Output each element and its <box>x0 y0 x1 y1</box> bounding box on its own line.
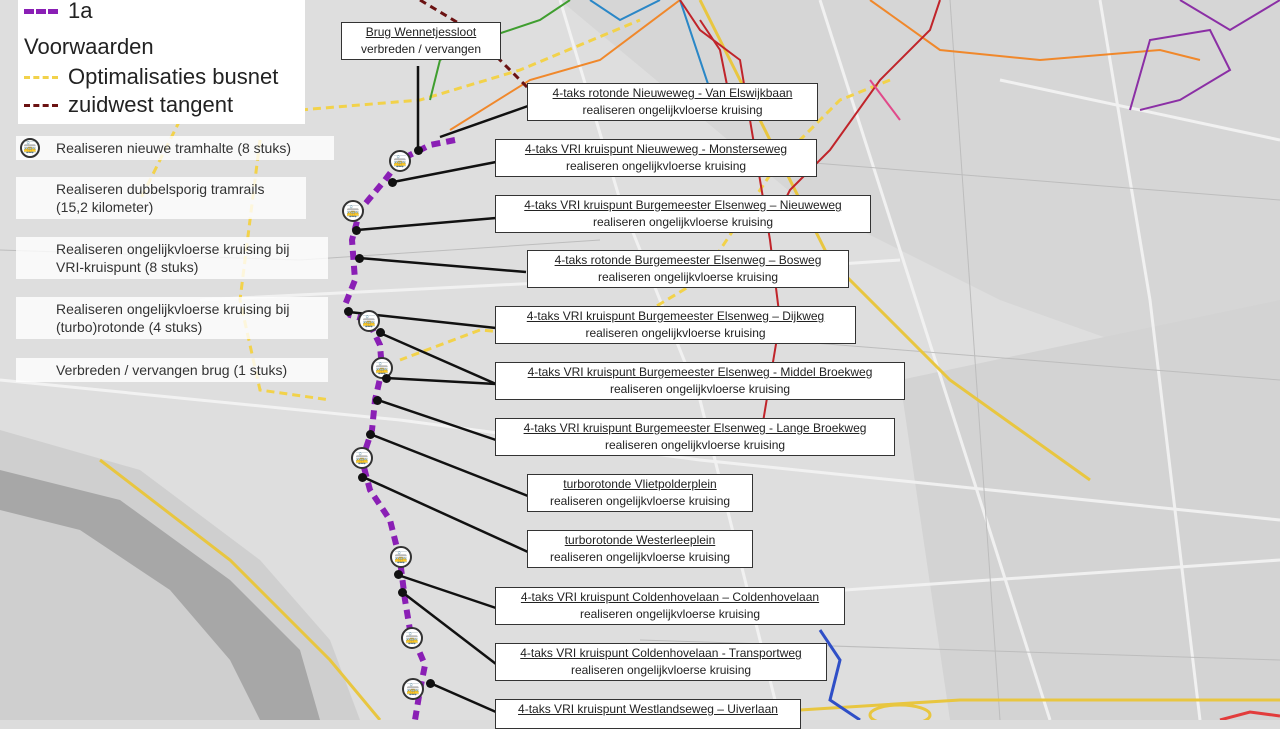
callout-sub: verbreden / vervangen <box>360 42 482 56</box>
callout-nieuweweg-van-elswijkbaan <box>527 83 818 121</box>
condition-tramhalte <box>16 136 334 160</box>
callout-westlandseweg-uiverlaan <box>495 699 801 729</box>
callout-sub: realiseren ongelijkvloerse kruising <box>592 215 774 229</box>
condition-label: Realiseren nieuwe tramhalte (8 stuks) <box>56 140 291 156</box>
tram-stop-icon: 🚋 <box>389 150 411 172</box>
callout-sub: realiseren ongelijkvloerse kruising <box>549 550 731 564</box>
legend-panel <box>18 0 305 124</box>
callout-title: 4-taks rotonde Burgemeester Elsenweg – Bosweg <box>554 253 822 267</box>
callout-elsenweg-bosweg <box>527 250 849 288</box>
junction-marker <box>376 328 385 337</box>
callout-coldenhovelaan-coldenhovelaan <box>495 587 845 625</box>
legend-route-label: 1a <box>68 0 93 23</box>
junction-marker <box>344 307 353 316</box>
condition-label: Realiseren dubbelsporig tramrails (15,2 kilometer) <box>56 181 265 215</box>
tram-stop-icon: 🚋 <box>20 138 40 158</box>
callout-title: 4-taks VRI kruispunt Burgemeester Elsenweg – Nieuweweg <box>524 198 842 212</box>
condition-rotonde <box>16 297 328 339</box>
legend-item-tangent <box>24 92 233 118</box>
callout-sub: realiseren ongelijkvloerse kruising <box>579 607 761 621</box>
junction-marker <box>388 178 397 187</box>
legend-item-label: Optimalisaties busnet <box>68 64 279 89</box>
legend-heading: Voorwaarden <box>24 34 154 59</box>
tram-stop-icon: 🚋 <box>351 447 373 469</box>
callout-brug-wennetjessloot <box>341 22 501 60</box>
junction-marker <box>352 226 361 235</box>
junction-marker <box>398 588 407 597</box>
callout-vlietpolderplein <box>527 474 753 512</box>
busnet-line-swatch <box>24 76 58 79</box>
callout-sub: realiseren ongelijkvloerse kruising <box>609 382 791 396</box>
callout-nieuweweg-monsterseweg <box>495 139 817 177</box>
tram-stop-icon: 🚋 <box>390 546 412 568</box>
callout-title: 4-taks VRI kruispunt Coldenhovelaan – Coldenhovelaan <box>520 590 820 604</box>
condition-label: Realiseren ongelijkvloerse kruising bij (turbo)rotonde (4 stuks) <box>56 301 290 335</box>
callout-title: turborotonde Westerleeplein <box>564 533 716 547</box>
callout-elsenweg-dijkweg <box>495 306 856 344</box>
callout-title: 4-taks VRI kruispunt Burgemeester Elsenweg - Lange Broekweg <box>523 421 867 435</box>
callout-title: turborotonde Vlietpolderplein <box>563 477 717 491</box>
callout-title: 4-taks VRI kruispunt Burgemeester Elsenweg - Middel Broekweg <box>527 365 873 379</box>
junction-marker <box>366 430 375 439</box>
callout-title: 4-taks VRI kruispunt Coldenhovelaan - Transportweg <box>520 646 802 660</box>
tram-stop-icon: 🚋 <box>402 678 424 700</box>
callout-elsenweg-middel-broekweg <box>495 362 905 400</box>
callout-title: Brug Wennetjessloot <box>365 25 477 39</box>
callout-title: 4-taks VRI kruispunt Westlandseweg – Uiverlaan <box>518 702 778 716</box>
condition-brug <box>16 358 328 382</box>
legend-item-busnet <box>24 64 278 90</box>
callout-sub: realiseren ongelijkvloerse kruising <box>597 270 779 284</box>
junction-marker <box>414 146 423 155</box>
condition-vri <box>16 237 328 279</box>
junction-marker <box>394 570 403 579</box>
callout-elsenweg-nieuweweg <box>495 195 871 233</box>
callout-title: 4-taks rotonde Nieuweweg - Van Elswijkbaan <box>552 86 793 100</box>
callout-sub: realiseren ongelijkvloerse kruising <box>565 159 747 173</box>
legend-route <box>24 0 92 24</box>
callout-sub: realiseren ongelijkvloerse kruising <box>549 494 731 508</box>
route-line-swatch <box>24 9 58 14</box>
callout-coldenhovelaan-transportweg <box>495 643 827 681</box>
junction-marker <box>358 473 367 482</box>
condition-label: Verbreden / vervangen brug (1 stuks) <box>56 362 288 378</box>
tram-stop-icon: 🚋 <box>371 357 393 379</box>
callout-sub: realiseren ongelijkvloerse kruising <box>570 663 752 677</box>
tram-stop-icon: 🚋 <box>358 310 380 332</box>
junction-marker <box>382 374 391 383</box>
callout-title: 4-taks VRI kruispunt Nieuweweg - Monsterseweg <box>524 142 788 156</box>
tram-stop-icon: 🚋 <box>401 627 423 649</box>
junction-marker <box>426 679 435 688</box>
callout-title: 4-taks VRI kruispunt Burgemeester Elsenweg – Dijkweg <box>526 309 825 323</box>
callout-sub: realiseren ongelijkvloerse kruising <box>604 438 786 452</box>
condition-tramrails <box>16 177 306 219</box>
legend-item-label: zuidwest tangent <box>68 92 234 117</box>
callout-sub: realiseren ongelijkvloerse kruising <box>582 103 763 117</box>
condition-label: Realiseren ongelijkvloerse kruising bij VRI-kruispunt (8 stuks) <box>56 241 290 275</box>
callout-sub: realiseren ongelijkvloerse kruising <box>585 326 766 340</box>
junction-marker <box>355 254 364 263</box>
tangent-line-swatch <box>24 104 58 107</box>
callout-elsenweg-lange-broekweg <box>495 418 895 456</box>
tram-stop-icon: 🚋 <box>342 200 364 222</box>
callout-westerleeplein <box>527 530 753 568</box>
junction-marker <box>373 396 382 405</box>
